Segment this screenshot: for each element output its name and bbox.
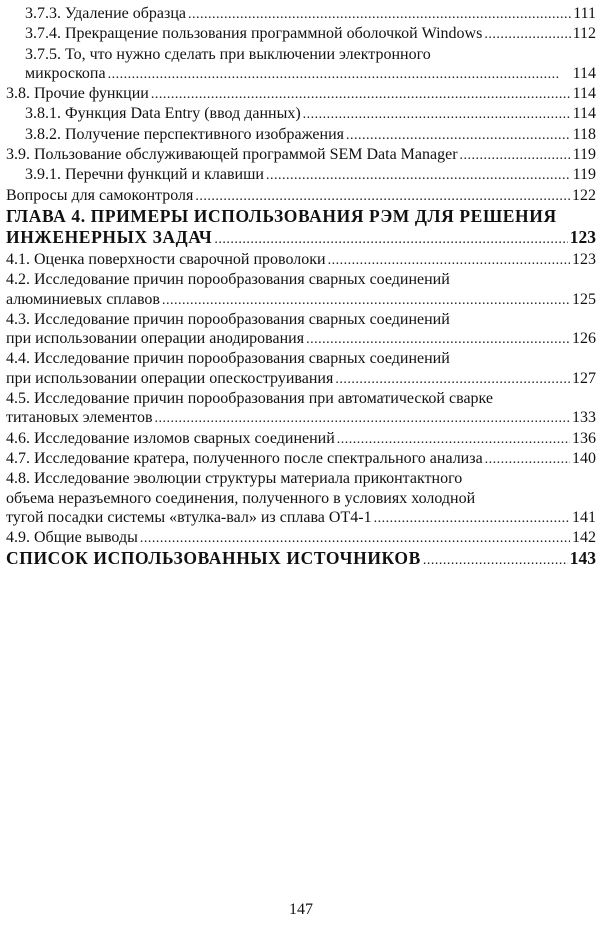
toc-entry-line [6, 329, 596, 349]
toc-entry-title: 3.7.5. То, что нужно сделать при выключении электронного [25, 45, 431, 63]
dot-leader [374, 508, 570, 528]
toc-entry-line [6, 206, 596, 227]
toc-entry-line [6, 186, 596, 206]
toc-entry-line [6, 310, 596, 329]
toc-entry-4-8 [6, 469, 596, 528]
toc-entry-4-2 [6, 270, 596, 310]
toc-page-number: 119 [572, 146, 596, 164]
toc-entry-3-8 [6, 84, 596, 104]
toc-entry-title: при использовании операции анодирования [6, 330, 305, 348]
table-of-contents [6, 4, 596, 571]
toc-entry-3-7-3 [6, 4, 596, 24]
toc-entry-line [6, 429, 596, 449]
toc-page-number: 114 [572, 105, 596, 123]
dot-leader [423, 548, 568, 571]
toc-entry-line [6, 508, 596, 528]
toc-entry-line [6, 408, 596, 428]
toc-page-number: 112 [572, 25, 596, 43]
toc-entry-line [6, 250, 596, 270]
toc-entry-line [6, 369, 596, 389]
toc-page-number: 125 [572, 290, 596, 308]
dot-leader [460, 145, 571, 165]
dot-leader [151, 84, 571, 104]
toc-entry-title: 3.9.1. Перечни функций и клавиши [25, 166, 264, 184]
toc-entry-3-9 [6, 145, 596, 165]
toc-entry-line [6, 389, 596, 408]
toc-entry-questions [6, 186, 596, 206]
toc-page-number: 136 [572, 429, 596, 447]
dot-leader [108, 64, 571, 84]
toc-entry-title: титановых элементов [6, 409, 153, 427]
dot-leader [140, 528, 570, 548]
dot-leader [162, 290, 570, 310]
toc-entry-title: микроскопа [25, 64, 106, 82]
dot-leader [485, 449, 570, 469]
dot-leader [188, 4, 571, 24]
toc-entry-title: 3.7.4. Прекращение пользования программной оболочкой Windows [25, 25, 483, 43]
toc-page-number: 123 [569, 226, 596, 247]
toc-entry-chapter-4 [6, 206, 596, 250]
toc-entry-title: 4.8. Исследование эволюции структуры материала приконтактного [6, 470, 463, 488]
toc-entry-title: при использовании операции опескоструивания [6, 369, 334, 387]
toc-entry-title: 3.8.2. Получение перспективного изображения [25, 125, 344, 143]
toc-entry-4-3 [6, 310, 596, 350]
toc-page-number: 114 [572, 64, 596, 82]
toc-entry-line [6, 227, 596, 250]
toc-entry-line [6, 349, 596, 368]
toc-entry-title: 3.9. Пользование обслуживающей программой SEM Data Manager [6, 146, 458, 164]
dot-leader [195, 186, 570, 206]
toc-entry-title: 3.7.3. Удаление образца [25, 5, 187, 22]
toc-entry-line [6, 84, 596, 104]
toc-page-number: 114 [572, 85, 596, 103]
toc-page-number: 141 [572, 508, 596, 526]
toc-entry-3-7-4 [6, 24, 596, 44]
toc-entry-line [6, 290, 596, 310]
toc-entry-title: 4.5. Исследование причин порообразования при автоматической сварке [6, 390, 494, 408]
toc-entry-line [6, 270, 596, 289]
toc-page-number: 133 [572, 409, 596, 427]
toc-entry-4-5 [6, 389, 596, 429]
toc-entry-title: 4.3. Исследование причин порообразования сварных соединений [6, 310, 450, 328]
toc-page-number: 122 [572, 186, 596, 204]
toc-entry-3-9-1 [6, 165, 596, 185]
toc-entry-line [25, 45, 596, 64]
dot-leader [303, 104, 571, 124]
toc-page-number: 143 [569, 548, 596, 569]
toc-entry-line [6, 489, 596, 508]
toc-entry-4-6 [6, 429, 596, 449]
toc-page-number: 127 [572, 369, 596, 387]
toc-entry-line [25, 24, 596, 44]
toc-page-number: 119 [572, 166, 596, 184]
toc-page-number: 118 [572, 125, 596, 143]
toc-entry-title: Вопросы для самоконтроля [6, 186, 194, 204]
dot-leader [337, 429, 570, 449]
dot-leader [335, 369, 570, 389]
toc-entry-line [25, 4, 596, 24]
toc-entry-line [25, 165, 596, 185]
toc-entry-title: 3.8.1. Функция Data Entry (ввод данных) [25, 105, 301, 123]
toc-entry-title: 3.8. Прочие функции [6, 85, 149, 103]
dot-leader [155, 408, 571, 428]
toc-entry-title: 4.1. Оценка поверхности сварочной проволоки [6, 250, 326, 268]
toc-entry-line [25, 125, 596, 145]
toc-entry-3-7-5 [6, 45, 596, 85]
toc-page-number: 142 [572, 529, 596, 547]
dot-leader [306, 329, 570, 349]
toc-entry-4-1 [6, 250, 596, 270]
toc-page-number: 126 [572, 330, 596, 348]
toc-entry-title: ГЛАВА 4. ПРИМЕРЫ ИСПОЛЬЗОВАНИЯ РЭМ ДЛЯ РЕШЕНИЯ [6, 205, 557, 226]
page-number: 147 [289, 901, 313, 918]
toc-entry-title: 4.7. Исследование кратера, полученного после спектрального анализа [6, 449, 483, 467]
toc-entry-title: тугой посадки системы «втулка-вал» из сплава ОТ4-1 [6, 508, 372, 526]
toc-entry-title: объема неразъемного соединения, полученного в условиях холодной [6, 489, 476, 507]
toc-page-number: 140 [572, 449, 596, 467]
dot-leader [346, 125, 571, 145]
toc-entry-4-9 [6, 528, 596, 548]
toc-entry-title: 4.9. Общие выводы [6, 529, 138, 547]
toc-page-number: 111 [573, 5, 596, 22]
toc-entry-title: алюминиевых сплавов [6, 290, 160, 308]
toc-entry-line [6, 469, 596, 488]
toc-entry-line [25, 104, 596, 124]
toc-entry-line [6, 449, 596, 469]
toc-entry-4-4 [6, 349, 596, 389]
dot-leader [266, 165, 571, 185]
toc-entry-3-8-1 [6, 104, 596, 124]
toc-entry-sources [6, 548, 596, 571]
toc-entry-line [6, 145, 596, 165]
dot-leader [328, 250, 570, 270]
toc-entry-title: СПИСОК ИСПОЛЬЗОВАННЫХ ИСТОЧНИКОВ [6, 548, 421, 569]
toc-entry-line [6, 548, 596, 571]
dot-leader [214, 227, 567, 250]
dot-leader [484, 24, 570, 44]
toc-entry-3-8-2 [6, 125, 596, 145]
toc-entry-title: 4.6. Исследование изломов сварных соединений [6, 429, 335, 447]
toc-entry-title: 4.2. Исследование причин порообразования сварных соединений [6, 271, 450, 289]
toc-entry-line [6, 528, 596, 548]
toc-entry-title: 4.4. Исследование причин порообразования сварных соединений [6, 350, 450, 368]
toc-entry-line [25, 64, 596, 84]
toc-page-number: 123 [572, 250, 596, 268]
toc-entry-4-7 [6, 449, 596, 469]
toc-entry-title: ИНЖЕНЕРНЫХ ЗАДАЧ [6, 226, 213, 247]
